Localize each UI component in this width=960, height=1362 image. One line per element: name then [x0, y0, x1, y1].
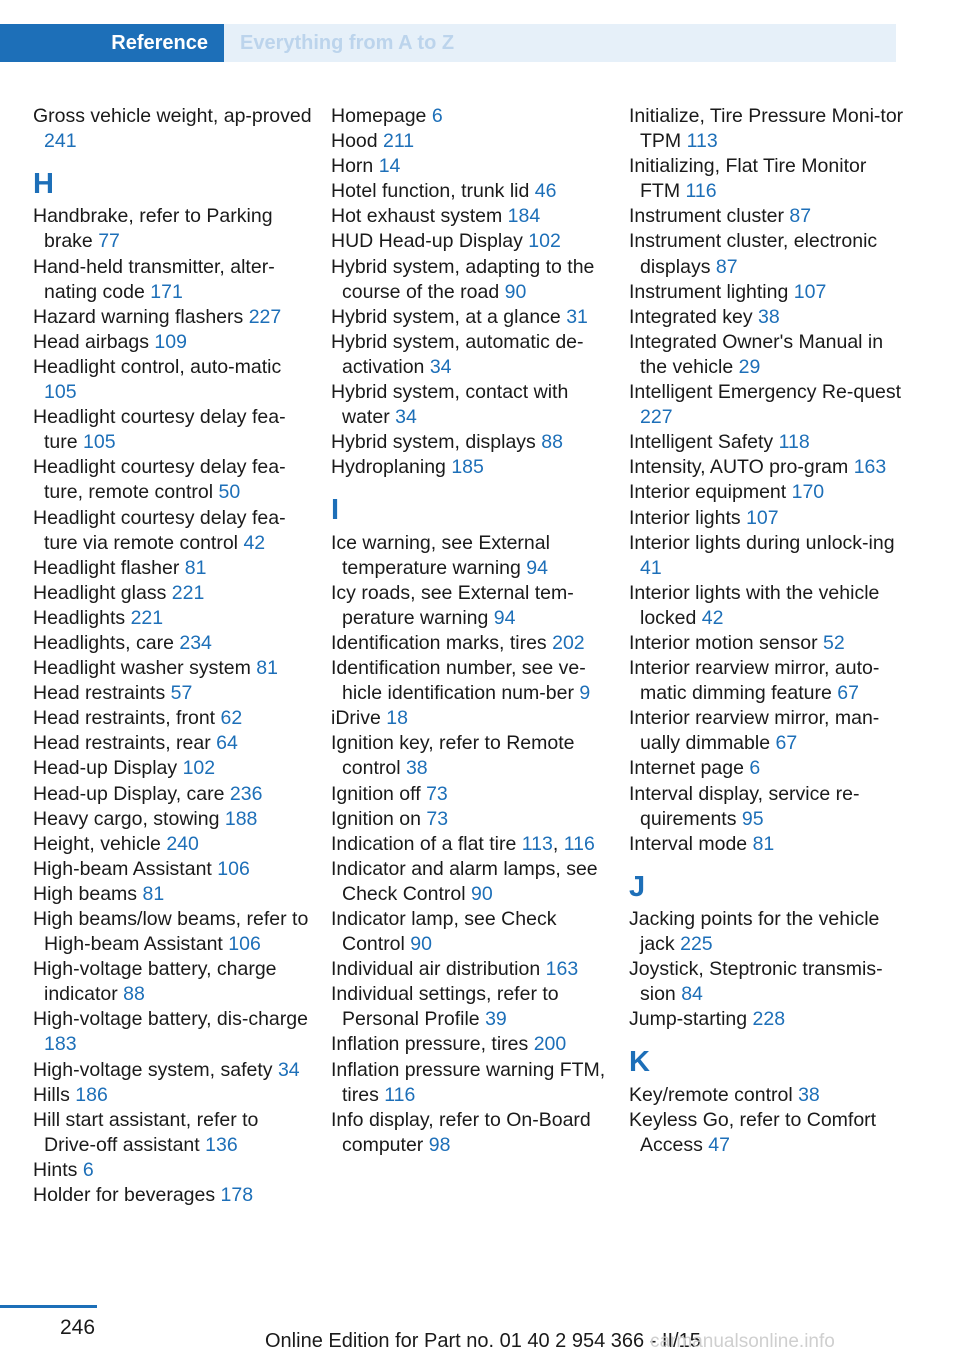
- index-term: Keyless Go, refer to Comfort Access: [629, 1108, 877, 1156]
- index-term: Indication of a flat tire: [331, 832, 517, 855]
- index-entry: [33, 807, 313, 832]
- page-link[interactable]: 227: [640, 406, 673, 429]
- page-link[interactable]: 105: [83, 431, 116, 454]
- index-term: Hand-held transmitter, alter-nating code: [33, 255, 275, 303]
- footer-rule: [0, 1305, 97, 1308]
- breadcrumb-label: Everything from A to Z: [240, 31, 455, 54]
- index-term: Instrument cluster, electronic displays: [629, 230, 878, 278]
- index-entry: [629, 430, 909, 455]
- index-entry: [33, 756, 313, 781]
- page-link[interactable]: 178: [220, 1184, 254, 1207]
- index-term: Joystick, Steptronic transmis-sion: [629, 958, 883, 1006]
- index-entry: [331, 982, 611, 1032]
- index-term: Heavy cargo, stowing: [33, 807, 220, 830]
- watermark: carmanualsonline.info: [650, 1331, 835, 1352]
- index-term: Initialize, Tire Pressure Moni-tor TPM: [629, 105, 904, 153]
- page-link[interactable]: 163: [545, 958, 579, 981]
- index-term: Hotel function, trunk lid: [331, 180, 530, 203]
- section-letter: K: [629, 1046, 650, 1079]
- index-term: Jump-starting: [629, 1008, 748, 1031]
- index-entry: [331, 455, 611, 480]
- index-term: Individual settings, refer to Personal Profile: [331, 983, 559, 1031]
- page-link[interactable]: 211: [383, 130, 415, 153]
- index-term: Headlight washer system: [33, 657, 251, 680]
- index-entry: [331, 857, 611, 907]
- index-entry: [331, 1058, 611, 1108]
- page-link[interactable]: 185: [451, 456, 484, 479]
- page-link[interactable]: 94: [526, 556, 548, 579]
- index-entry: [33, 1108, 313, 1158]
- page-link[interactable]: 62: [220, 707, 243, 730]
- page-link[interactable]: 14: [378, 155, 401, 178]
- page-link[interactable]: 240: [166, 832, 199, 855]
- page-link[interactable]: 87: [715, 255, 738, 278]
- index-entry: [33, 355, 313, 405]
- index-entry: [33, 1158, 313, 1183]
- index-entry: [331, 204, 611, 229]
- index-entry: [33, 1058, 313, 1083]
- index-entry: [629, 1083, 909, 1108]
- page-number: 246: [60, 1316, 96, 1339]
- index-entry: [331, 179, 611, 204]
- index-term: Interior lights during unlock-ing: [629, 531, 895, 554]
- index-entry: [331, 907, 611, 957]
- page-link[interactable]: 6: [749, 757, 761, 780]
- index-entry: [33, 1083, 313, 1108]
- edition-note: Online Edition for Part no. 01 40 2 954 366 - II/15: [265, 1330, 701, 1352]
- index-entry: [33, 681, 313, 706]
- index-column-2: [331, 104, 611, 1158]
- index-term: Ice warning, see External temperature warning: [331, 531, 550, 579]
- index-term: Hydroplaning: [331, 456, 446, 479]
- page-link[interactable]: 18: [386, 707, 408, 730]
- index-term: Key/remote control: [629, 1083, 793, 1106]
- page-link[interactable]: 38: [758, 305, 780, 328]
- page-link[interactable]: 90: [504, 280, 527, 303]
- index-entry: [629, 380, 909, 430]
- page-link[interactable]: 73: [426, 782, 448, 805]
- page-link[interactable]: 57: [170, 682, 193, 705]
- index-entry: [331, 706, 611, 731]
- page-link[interactable]: 34: [429, 355, 452, 378]
- page-link[interactable]: 90: [410, 933, 432, 956]
- page-link[interactable]: 113: [686, 130, 718, 153]
- index-term: Hints: [33, 1158, 78, 1181]
- page-link[interactable]: 170: [791, 481, 825, 504]
- index-term: Individual air distribution: [331, 958, 541, 981]
- index-entry: [33, 731, 313, 756]
- index-entry: [33, 556, 313, 581]
- index-term: Headlights, care: [33, 631, 174, 654]
- index-term: Head restraints, front: [33, 707, 216, 730]
- index-term: Gross vehicle weight, ap-proved: [33, 105, 312, 127]
- page-link[interactable]: 77: [98, 230, 120, 253]
- index-term: Hood: [331, 130, 378, 153]
- index-entry: [33, 782, 313, 807]
- index-entry: [33, 581, 313, 606]
- index-entry: [331, 731, 611, 781]
- index-entry: [629, 756, 909, 781]
- index-term: Integrated key: [629, 305, 753, 328]
- index-entry: [629, 832, 909, 857]
- page-link[interactable]: 116: [384, 1083, 416, 1106]
- page-link[interactable]: 87: [789, 205, 812, 228]
- index-entry: [629, 204, 909, 229]
- index-term: Interior motion sensor: [629, 631, 818, 654]
- page-link[interactable]: 46: [534, 180, 557, 203]
- page-link[interactable]: 105: [44, 381, 77, 404]
- page-link[interactable]: 52: [823, 631, 845, 654]
- index-entry: [331, 631, 611, 656]
- index-term: Ignition on: [331, 807, 421, 830]
- index-entry: [33, 907, 313, 957]
- index-column-1: [33, 104, 313, 1208]
- page-link[interactable]: 81: [752, 832, 775, 855]
- page-link[interactable]: 102: [182, 757, 216, 780]
- index-term: Headlight courtesy delay fea-ture, remote control: [33, 456, 286, 504]
- index-entry: [33, 656, 313, 681]
- index-term: High beams: [33, 882, 138, 905]
- page-link[interactable]: 98: [428, 1133, 451, 1156]
- page-link[interactable]: 221: [130, 606, 164, 629]
- page-link[interactable]: 183: [44, 1033, 77, 1056]
- page-link[interactable]: 73: [426, 807, 449, 830]
- index-entry: [629, 330, 909, 380]
- page-link[interactable]: 227: [248, 305, 282, 328]
- index-term: Interval mode: [629, 832, 748, 855]
- page-link[interactable]: 39: [485, 1008, 507, 1031]
- index-term: Interior rearview mirror, man-ually dimmable: [629, 707, 880, 755]
- index-entry: [629, 506, 909, 531]
- index-term: Headlights: [33, 606, 126, 629]
- index-term: Icy roads, see External tem-perature warning: [331, 581, 574, 629]
- breadcrumb: [224, 24, 896, 62]
- index-term: Indicator and alarm lamps, see Check Control: [331, 857, 598, 905]
- index-entry: [33, 305, 313, 330]
- index-entry: [331, 104, 611, 129]
- page-link[interactable]: 88: [541, 431, 563, 454]
- index-entry: [33, 957, 313, 1007]
- index-term: Ignition off: [331, 782, 421, 805]
- index-term: Intensity, AUTO pro-gram: [629, 456, 849, 479]
- index-entry: [331, 380, 611, 430]
- index-term: High-voltage system, safety: [33, 1058, 273, 1081]
- page-link[interactable]: 118: [778, 431, 810, 454]
- index-entry: [629, 782, 909, 832]
- index-entry: [629, 907, 909, 957]
- index-entry: [33, 882, 313, 907]
- page-link[interactable]: 47: [708, 1133, 730, 1156]
- index-term: Headlight glass: [33, 581, 167, 604]
- page-link[interactable]: 42: [701, 606, 724, 629]
- page-link[interactable]: 234: [179, 631, 212, 654]
- index-entry: [331, 807, 611, 832]
- page-link[interactable]: 64: [216, 732, 238, 755]
- page-link[interactable]: 116: [685, 180, 717, 203]
- index-term: Hills: [33, 1083, 70, 1106]
- index-term: Interior lights: [629, 506, 741, 529]
- index-entry: [331, 330, 611, 380]
- page-link[interactable]: 50: [218, 481, 241, 504]
- page-link[interactable]: 90: [470, 882, 493, 905]
- page-link[interactable]: 184: [507, 205, 541, 228]
- index-entry: [33, 455, 313, 505]
- index-entry: [629, 1108, 909, 1158]
- page-link[interactable]: 31: [566, 305, 588, 328]
- page-link[interactable]: 94: [493, 606, 516, 629]
- index-term: Inflation pressure, tires: [331, 1033, 529, 1056]
- index-entry: [629, 631, 909, 656]
- index-term: High-beam Assistant: [33, 857, 212, 880]
- index-term: Headlight control, auto-matic: [33, 355, 282, 378]
- index-term: Interior rearview mirror, auto-matic dimming feature: [629, 657, 880, 705]
- section-tab: [0, 24, 224, 62]
- page-link[interactable]: 200: [533, 1033, 567, 1056]
- index-entry: [33, 832, 313, 857]
- index-term: Hybrid system, at a glance: [331, 305, 561, 328]
- page-link[interactable]: 116: [563, 832, 595, 855]
- index-term: Hill start assistant, refer to Drive-off assistant: [33, 1108, 259, 1156]
- page-link[interactable]: 106: [217, 857, 250, 880]
- index-term: Identification marks, tires: [331, 631, 547, 654]
- page-link[interactable]: 81: [256, 657, 278, 680]
- index-entry: [331, 229, 611, 254]
- index-term: Intelligent Emergency Re-quest: [629, 381, 902, 404]
- index-entry: [331, 957, 611, 982]
- section-letter: H: [33, 168, 54, 201]
- index-entry: [629, 280, 909, 305]
- index-entry: [33, 255, 313, 305]
- page-link[interactable]: 29: [738, 355, 761, 378]
- index-term: Headlight courtesy delay fea-ture via remote control: [33, 506, 286, 554]
- index-entry: [629, 455, 909, 480]
- index-term: Interior equipment: [629, 481, 787, 504]
- index-term: Hot exhaust system: [331, 205, 503, 228]
- index-term: Hybrid system, adapting to the course of the road: [331, 255, 595, 303]
- index-term: HUD Head-up Display: [331, 230, 523, 253]
- page-link[interactable]: 6: [82, 1158, 94, 1181]
- index-entry: [33, 204, 313, 254]
- page-link[interactable]: 67: [775, 732, 798, 755]
- page-link[interactable]: 34: [277, 1058, 300, 1081]
- index-term: Internet page: [629, 757, 744, 780]
- index-term: Handbrake, refer to Parking brake: [33, 205, 273, 253]
- page-link[interactable]: 81: [142, 882, 165, 905]
- index-term: Holder for beverages: [33, 1184, 216, 1207]
- page-link[interactable]: 9: [579, 682, 591, 705]
- index-entry: [33, 506, 313, 556]
- page-link[interactable]: 34: [395, 406, 417, 429]
- index-entry: [629, 957, 909, 1007]
- index-term: Homepage: [331, 105, 427, 127]
- page-link[interactable]: 38: [798, 1083, 820, 1106]
- page-link[interactable]: 241: [44, 130, 77, 153]
- index-term: Hybrid system, contact with water: [331, 381, 569, 429]
- index-term: Indicator lamp, see Check Control: [331, 908, 557, 956]
- page-link[interactable]: 88: [123, 983, 145, 1006]
- index-entry: [33, 857, 313, 882]
- page-link[interactable]: 84: [681, 983, 703, 1006]
- index-term: Interior lights with the vehicle locked: [629, 581, 880, 629]
- index-entry: [629, 581, 909, 631]
- index-entry: [33, 1007, 313, 1057]
- section-letter: I: [331, 494, 340, 527]
- index-term: Head-up Display: [33, 757, 178, 780]
- page-link[interactable]: 107: [793, 280, 827, 303]
- page-link[interactable]: 136: [205, 1133, 238, 1156]
- index-term: Ignition key, refer to Remote control: [331, 732, 575, 780]
- index-term: Hazard warning flashers: [33, 305, 244, 328]
- page-link[interactable]: 113: [521, 832, 553, 855]
- index-term: Headlight courtesy delay fea-ture: [33, 406, 286, 454]
- index-term: Interval display, service re-quirements: [629, 782, 860, 830]
- index-term: Horn: [331, 155, 374, 178]
- index-entry: [331, 305, 611, 330]
- page-link[interactable]: 107: [746, 506, 779, 529]
- index-term: Initializing, Flat Tire Monitor FTM: [629, 155, 867, 203]
- index-term: High beams/low beams, refer to High-beam Assistant: [33, 908, 309, 956]
- page-link[interactable]: 6: [431, 105, 443, 127]
- page-link[interactable]: 188: [224, 807, 258, 830]
- index-term: Inflation pressure warning FTM, tires: [331, 1058, 606, 1106]
- index-entry: [629, 305, 909, 330]
- index-entry: [331, 782, 611, 807]
- index-term: Instrument lighting: [629, 280, 789, 303]
- index-entry: [331, 1032, 611, 1057]
- index-entry: [331, 1108, 611, 1158]
- page-link[interactable]: 81: [184, 556, 207, 579]
- index-entry: [33, 104, 313, 154]
- page-link[interactable]: 171: [150, 280, 183, 303]
- page-link[interactable]: 38: [405, 757, 428, 780]
- page-link[interactable]: 102: [528, 230, 561, 253]
- index-entry: [331, 430, 611, 455]
- index-entry: [331, 154, 611, 179]
- section-letter: J: [629, 870, 646, 903]
- page-link[interactable]: 228: [752, 1008, 786, 1031]
- index-term: Head restraints, rear: [33, 732, 211, 755]
- index-entry: [629, 154, 909, 204]
- index-entry: [629, 104, 909, 154]
- index-entry: [33, 606, 313, 631]
- index-entry: [331, 656, 611, 706]
- page-link[interactable]: 95: [741, 807, 764, 830]
- index-entry: [629, 480, 909, 505]
- index-term: Head airbags: [33, 330, 149, 353]
- index-term: Jacking points for the vehicle jack: [629, 908, 880, 956]
- index-entry: Indication of a flat tire 113, 116: [331, 832, 595, 855]
- index-term: Head restraints: [33, 682, 166, 705]
- index-entry: [629, 531, 909, 581]
- index-term: iDrive: [331, 707, 381, 730]
- section-label: Reference: [111, 31, 208, 54]
- page-link[interactable]: 202: [552, 631, 585, 654]
- index-entry: [33, 405, 313, 455]
- page-link[interactable]: 186: [75, 1083, 108, 1106]
- page-link[interactable]: 163: [853, 456, 887, 479]
- index-entry: [629, 656, 909, 706]
- index-term: Headlight flasher: [33, 556, 180, 579]
- page-link[interactable]: 42: [243, 531, 266, 554]
- index-entry: [33, 1183, 313, 1208]
- index-term: Intelligent Safety: [629, 431, 774, 454]
- index-term: Integrated Owner's Manual in the vehicle: [629, 330, 884, 378]
- page-link[interactable]: 41: [640, 556, 662, 579]
- page-link[interactable]: 67: [837, 682, 859, 705]
- index-term: Hybrid system, automatic de-activation: [331, 330, 584, 378]
- index-entry: [629, 1007, 909, 1032]
- page-link[interactable]: 221: [171, 581, 205, 604]
- index-column-3: [629, 104, 909, 1158]
- index-term: Hybrid system, displays: [331, 431, 536, 454]
- index-term: Info display, refer to On-Board computer: [331, 1108, 591, 1156]
- index-entry: [629, 229, 909, 279]
- index-entry: [33, 330, 313, 355]
- index-term: Height, vehicle: [33, 832, 161, 855]
- index-term: Identification number, see ve-hicle identification num-ber: [331, 657, 586, 705]
- index-entry: [331, 129, 611, 154]
- index-entry: [331, 255, 611, 305]
- page-link[interactable]: 236: [229, 782, 263, 805]
- index-entry: [33, 706, 313, 731]
- index-entry: [331, 531, 611, 581]
- index-term: High-voltage battery, dis-charge: [33, 1008, 308, 1031]
- page-link[interactable]: 109: [154, 330, 187, 353]
- index-term: High-voltage battery, charge indicator: [33, 958, 277, 1006]
- index-term: Instrument cluster: [629, 205, 784, 228]
- index-term: Head-up Display, care: [33, 782, 225, 805]
- page-link[interactable]: 106: [228, 933, 261, 956]
- index-entry: [331, 581, 611, 631]
- index-entry: [629, 706, 909, 756]
- page-link[interactable]: 225: [680, 933, 713, 956]
- index-entry: [33, 631, 313, 656]
